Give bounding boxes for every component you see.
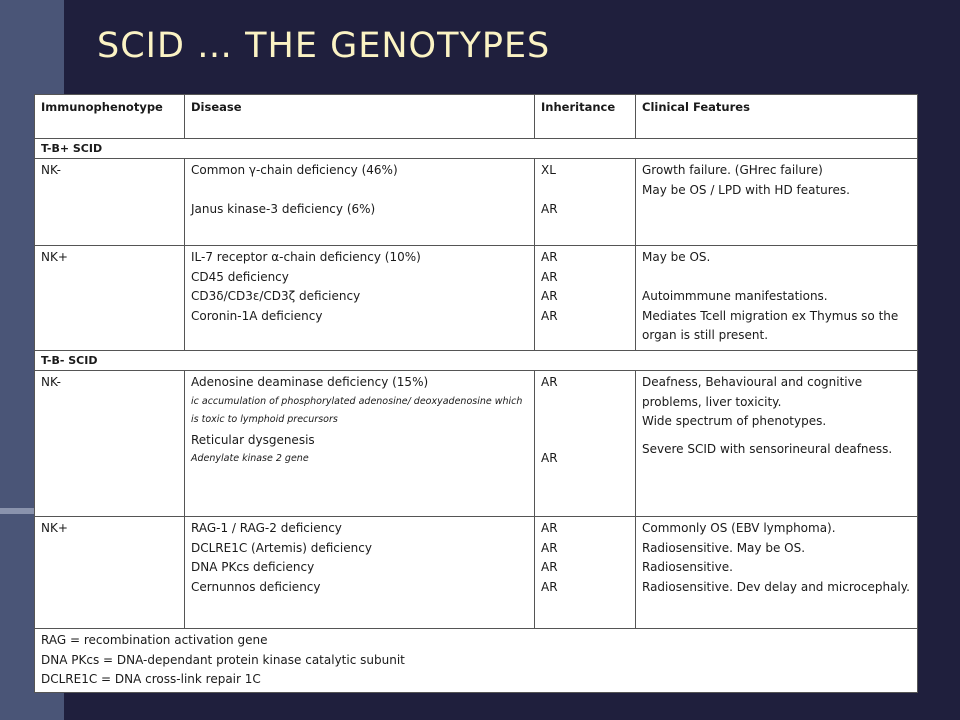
disease-line: Reticular dysgenesis	[191, 432, 315, 447]
group-row	[35, 139, 918, 159]
feature-line: Mediates Tcell migration ex Thymus so the organ is still present.	[642, 308, 899, 342]
features-cell	[636, 246, 918, 351]
disease-note: ic accumulation of phosphorylated adenosine/ deoxyadenosine which is toxic to lymphoid precursors	[191, 395, 523, 425]
feature-line: Deafness, Behavioural and cognitive problems, liver toxicity.	[642, 375, 863, 409]
disease-cell	[185, 246, 535, 351]
inheritance-line: AR	[541, 375, 558, 389]
column-header: Immunophenotype	[35, 95, 185, 139]
table-row	[35, 159, 918, 246]
inheritance-line: AR	[541, 560, 558, 574]
feature-line: Wide spectrum of phenotypes.	[642, 414, 827, 428]
disease-line: Janus kinase-3 deficiency (6%)	[191, 202, 376, 216]
inheritance-line: AR	[541, 269, 558, 284]
inheritance-line: AR	[541, 540, 558, 555]
disease-line: Adenosine deaminase deficiency (15%)	[191, 375, 429, 389]
slide-title: SCID … THE GENOTYPES	[97, 26, 551, 66]
inheritance-cell	[535, 159, 636, 246]
inheritance-cell	[535, 246, 636, 351]
features-cell	[636, 371, 918, 517]
inheritance-cell	[535, 371, 636, 517]
column-header: Disease	[185, 95, 535, 139]
footnote-line: DNA PKcs = DNA-dependant protein kinase catalytic subunit	[41, 652, 405, 667]
feature-line: Autoimmmune manifestations.	[642, 289, 828, 303]
disease-line: CD45 deficiency	[191, 269, 289, 284]
feature-line: Growth failure. (GHrec failure)	[642, 163, 823, 177]
inheritance-line: AR	[541, 521, 558, 535]
disease-cell	[185, 517, 535, 629]
column-header: Inheritance	[535, 95, 636, 139]
column-header: Clinical Features	[636, 95, 918, 139]
inheritance-line: AR	[541, 202, 558, 216]
group-label: T-B- SCID	[35, 351, 918, 371]
inheritance-line: AR	[541, 289, 558, 303]
disease-line: CD3δ/CD3ε/CD3ζ deficiency	[191, 289, 361, 303]
group-label: T-B+ SCID	[35, 139, 918, 159]
inheritance-line: AR	[541, 308, 558, 323]
feature-line: Radiosensitive. Dev delay and microcephaly.	[642, 579, 910, 594]
table-row	[35, 517, 918, 629]
footnote-row	[35, 629, 918, 693]
inheritance-line: XL	[541, 163, 556, 177]
feature-line: Severe SCID with sensorineural deafness.	[642, 441, 893, 456]
genotype-table	[34, 94, 918, 693]
disease-line: Cernunnos deficiency	[191, 579, 321, 594]
table-row	[35, 371, 918, 517]
footnote-line: RAG = recombination activation gene	[41, 633, 268, 647]
inheritance-cell	[535, 517, 636, 629]
group-row	[35, 351, 918, 371]
inheritance-line: AR	[541, 450, 558, 465]
disease-line: DCLRE1C (Artemis) deficiency	[191, 540, 372, 555]
side-accent-bar	[0, 508, 34, 514]
feature-line: Commonly OS (EBV lymphoma).	[642, 521, 836, 535]
phenotype-cell: NK-	[35, 159, 185, 246]
phenotype-cell: NK+	[35, 246, 185, 351]
table-header-row	[35, 95, 918, 139]
feature-line: Radiosensitive. May be OS.	[642, 540, 806, 555]
footnote-cell	[35, 629, 918, 693]
feature-line: Radiosensitive.	[642, 560, 733, 574]
disease-cell	[185, 159, 535, 246]
feature-line: May be OS / LPD with HD features.	[642, 182, 850, 197]
genotype-table-container	[34, 94, 917, 692]
phenotype-cell: NK+	[35, 517, 185, 629]
disease-line: Common γ-chain deficiency (46%)	[191, 163, 398, 177]
feature-line: May be OS.	[642, 250, 711, 264]
disease-line: RAG-1 / RAG-2 deficiency	[191, 521, 342, 535]
disease-line: IL-7 receptor α-chain deficiency (10%)	[191, 250, 421, 264]
table-row	[35, 246, 918, 351]
inheritance-line: AR	[541, 250, 558, 264]
footnote-line: DCLRE1C = DNA cross-link repair 1C	[41, 672, 261, 686]
features-cell	[636, 159, 918, 246]
disease-line: DNA PKcs deficiency	[191, 560, 315, 574]
inheritance-line: AR	[541, 579, 558, 594]
disease-line: Coronin-1A deficiency	[191, 308, 323, 323]
phenotype-cell: NK-	[35, 371, 185, 517]
disease-cell	[185, 371, 535, 517]
disease-note: Adenylate kinase 2 gene	[191, 453, 309, 464]
features-cell	[636, 517, 918, 629]
